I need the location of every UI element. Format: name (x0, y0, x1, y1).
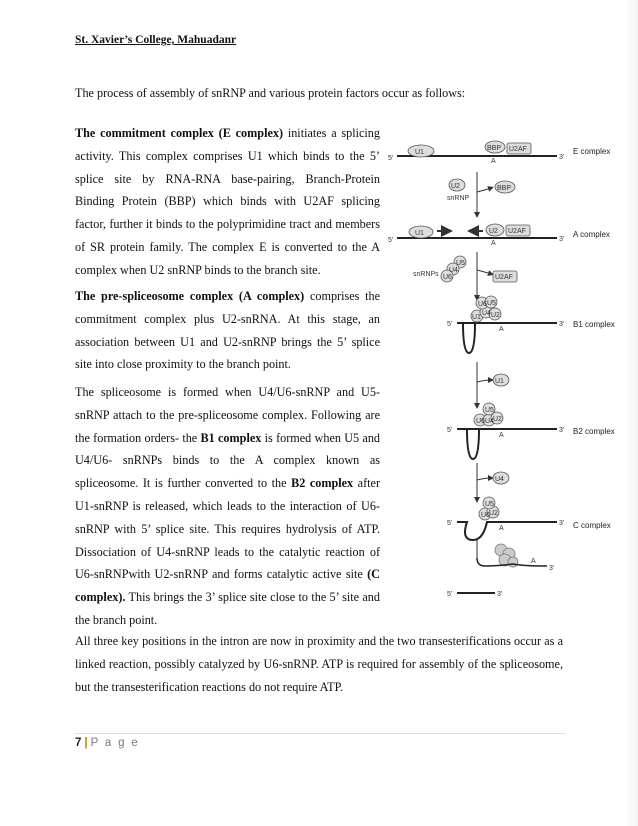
branch-a-label: A (491, 240, 496, 247)
three-prime-label: 3’ (559, 321, 565, 328)
u4-label: U4 (482, 310, 491, 317)
spliceosome-text-4: This brings the 3’ splice site close to the 5’ site and the branch point. (75, 590, 380, 627)
b2-complex-term: B2 complex (291, 476, 354, 491)
spliceosome-text-2: is formed when U5 and U4/U6- snRNPs binds to the A complex known as spliceosome. It is further converted to the (75, 430, 381, 491)
spliceosome-text-1: The spliceosome is formed when U4/U6-snRNP and U5-snRNP attach to the pre-spliceosome complex. Following are the formation orders- the (75, 385, 380, 445)
snrnps-label: snRNPs (413, 271, 439, 278)
snrnp-label: snRNP (447, 195, 470, 202)
bbp-released-label: BBP (497, 185, 512, 192)
three-prime-label: 3’ (559, 154, 565, 161)
u5-label: U5 (487, 300, 496, 307)
u2-label: U2 (491, 312, 500, 319)
five-prime-label: 5’ (447, 321, 453, 328)
transition-arrow-3 (477, 362, 509, 406)
c-complex-term: (C complex). (75, 567, 380, 605)
transition-arrow-1 (447, 172, 515, 215)
u5-label: U5 (485, 407, 494, 414)
paragraph-a-complex (75, 285, 380, 376)
u1-label: U1 (415, 149, 424, 156)
footer-separator: | (84, 737, 88, 749)
u5-label: U5 (485, 501, 494, 508)
three-prime-label: 3’ (559, 236, 565, 243)
bbp-label: BBP (487, 145, 502, 152)
u2-label: U2 (451, 183, 460, 190)
five-prime-label: 5’ (447, 520, 453, 527)
paragraph-transesterification: All three key positions in the intron are now in proximity and the two transesterifications occur as a linked reaction, possibly catalyzed by U6-snRNP. ATP is required for assembly of the spliceosome, but the transesterification reactions do not require ATP. (75, 634, 563, 694)
a-complex-diagram (388, 224, 610, 247)
u1-label: U1 (415, 230, 424, 237)
u5-label: U5 (456, 260, 465, 267)
u4-released-label: U4 (495, 476, 504, 483)
branch-a-label: A (491, 158, 496, 165)
paragraph-spliceosome (75, 381, 380, 632)
branch-a-label: A (499, 432, 504, 439)
b2-complex-diagram (447, 403, 615, 459)
spliceosome-text-3: after U1-snRNP is released, which leads to the interaction of U6-snRNP with 5’ splice site. This requires hydrolysis of ATP. Dissociation of U4-snRNP leads to the catalytic reaction of U6-snRNPwith U2-snRNP and forms catalytic active site (75, 476, 380, 582)
u6-label: U6 (476, 418, 485, 425)
e-complex-text: initiates a splicing activity. This complex comprises U1 which binds to the 5’ splice site by RNA-RNA base-pairing, Branch-Protein Binding Protein (BBP) which binds with U2AF splicing factor, further it binds to the polyprimidine tract and members of SR protein family. The complex E is converted to the A complex when U2 snRNP binds to the branch site. (75, 126, 380, 277)
u4-label: U4 (485, 418, 494, 425)
intro-text: The process of assembly of snRNP and various protein factors occur as follows: (75, 86, 466, 100)
branch-a-label: A (531, 558, 536, 565)
five-prime-label: 5’ (447, 591, 453, 598)
five-prime-label: 5’ (388, 237, 394, 244)
footer-rule (75, 733, 565, 734)
u2-label: U2 (493, 416, 502, 423)
paragraph-e-complex (75, 122, 380, 282)
branch-a-label: A (499, 525, 504, 532)
u2af-released-label: U2AF (495, 274, 513, 281)
page-number: 7 (75, 737, 82, 749)
three-prime-label: 3’ (549, 565, 555, 572)
u2af-label: U2AF (509, 146, 527, 153)
five-prime-label: 5’ (388, 155, 394, 162)
b1-complex-diagram (447, 296, 615, 353)
transition-arrow-2 (413, 252, 517, 298)
header-college-name: St. Xavier’s College, Mahuadanr (75, 34, 237, 46)
three-prime-label: 3’ (559, 520, 565, 527)
lariat-diagram (447, 538, 555, 598)
page-word: P a g e (90, 737, 140, 749)
u4-label: U4 (449, 267, 458, 274)
b2-complex-label: B2 complex (573, 427, 615, 436)
b1-complex-label: B1 complex (573, 320, 615, 329)
u6-label: U6 (481, 512, 490, 519)
e-complex-label: E complex (573, 147, 611, 156)
u6-label: U6 (478, 301, 487, 308)
a-complex-text: comprises the commitment complex plus U2-snRNA. At this stage, an association between U1 and U2-snRNP brings the 5’ splice site into close proximity to the branch point. (75, 289, 381, 372)
five-prime-label: 5’ (447, 427, 453, 434)
u6-label: U6 (443, 274, 452, 281)
three-prime-label: 3’ (497, 591, 503, 598)
page-edge-shadow (626, 0, 638, 826)
u2-label: U2 (489, 510, 498, 517)
u2-label: U2 (489, 228, 498, 235)
u1-label: U1 (472, 314, 481, 321)
e-complex-term: The commitment complex (E complex) (75, 126, 284, 140)
a-complex-label: A complex (573, 230, 610, 239)
b1-complex-term: B1 complex (200, 430, 262, 445)
c-complex-label: C complex (573, 521, 611, 530)
u1-released-label: U1 (495, 378, 504, 385)
spliceosome-assembly-diagram (385, 130, 625, 605)
page-footer (75, 737, 139, 749)
transition-arrow-4 (477, 463, 509, 500)
e-complex-diagram (388, 141, 610, 165)
u2af-label: U2AF (508, 228, 526, 235)
three-prime-label: 3’ (559, 427, 565, 434)
c-complex-diagram (447, 497, 611, 540)
branch-a-label: A (499, 326, 504, 333)
a-complex-term: The pre-spliceosome complex (A complex) (75, 289, 305, 303)
